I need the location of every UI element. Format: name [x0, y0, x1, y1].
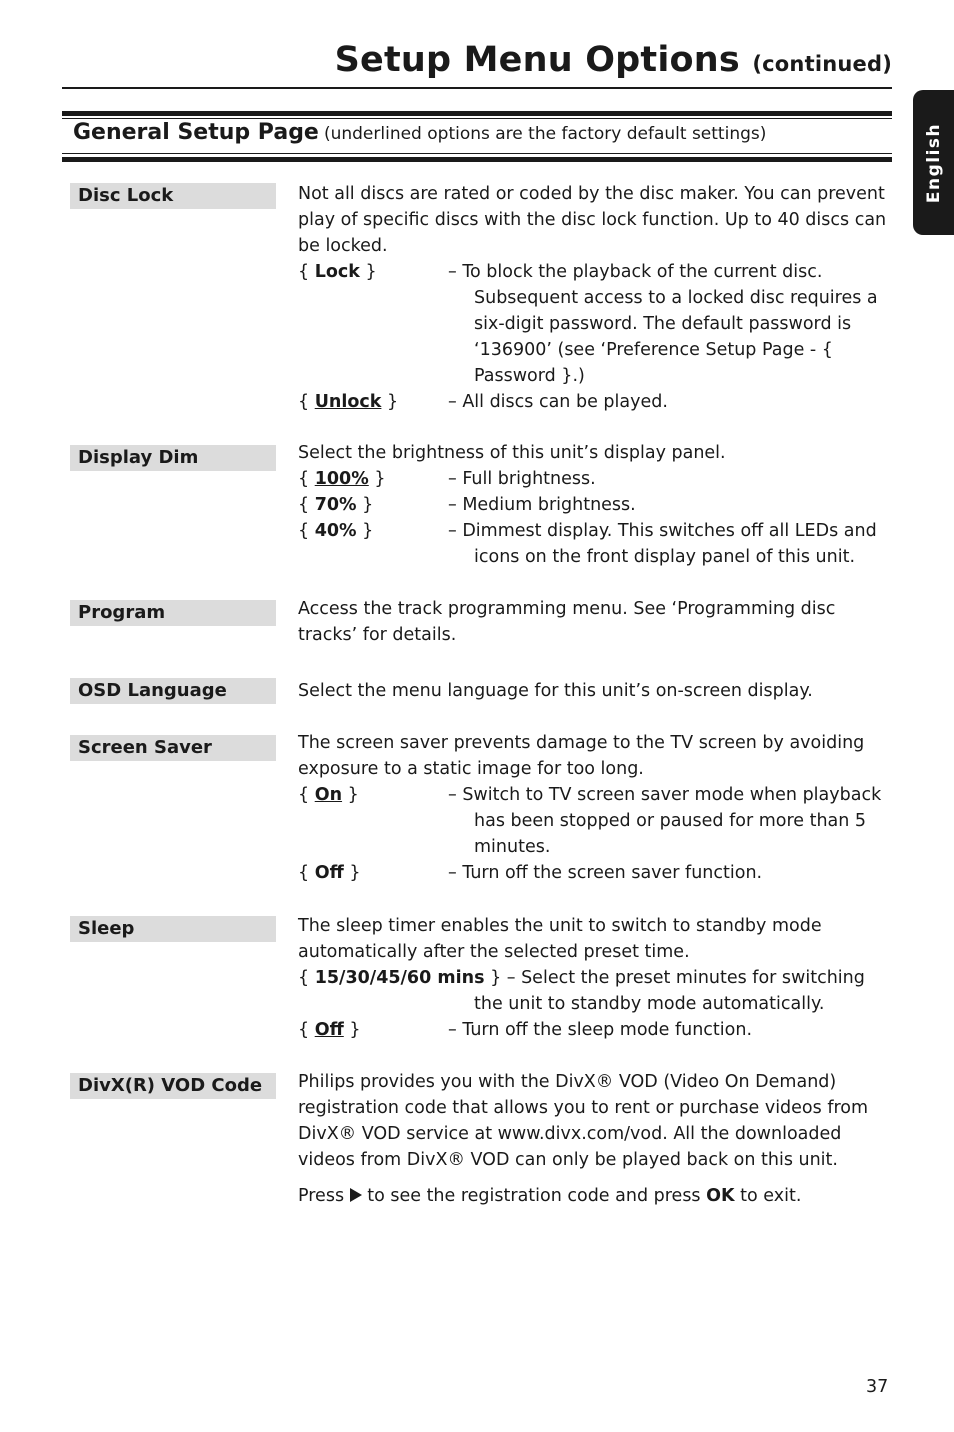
section-bottom-rule-thick	[62, 157, 892, 162]
display-dim-label: Display Dim	[70, 445, 276, 471]
option-sleep-off-desc: – Turn off the sleep mode function.	[448, 1020, 753, 1040]
display-dim-body	[298, 440, 888, 570]
program-label: Program	[70, 600, 276, 626]
section-top-rule-thick	[62, 111, 892, 116]
option-unlock: Unlock	[314, 392, 382, 412]
screen-saver-label: Screen Saver	[70, 735, 276, 761]
option-40-desc: – Dimmest display. This switches off all LEDs and icons on the front display panel of this unit.	[448, 521, 877, 567]
option-on-desc: – Switch to TV screen saver mode when playback has been stopped or paused for more than 5 minutes.	[448, 785, 882, 857]
ok-key: OK	[706, 1186, 735, 1206]
display-dim-option-40: { 40% } – Dimmest display. This switches off all LEDs and icons on the front display panel of this unit.	[298, 518, 888, 570]
sleep-intro: The sleep timer enables the unit to switch to standby mode automatically after the selected preset time.	[298, 916, 822, 962]
sleep-body	[298, 913, 888, 1043]
divx-press-end: to exit.	[740, 1186, 802, 1206]
divx-press-mid: to see the registration code and press	[367, 1186, 701, 1206]
option-off-desc: – Turn off the screen saver function.	[448, 863, 763, 883]
option-mins: 15/30/45/60 mins	[314, 968, 485, 988]
program-body	[298, 596, 888, 648]
program-text: Access the track programming menu. See ‘Programming disc tracks’ for details.	[298, 599, 836, 645]
osd-language-text: Select the menu language for this unit’s on-screen display.	[298, 681, 813, 701]
option-lock-desc: – To block the playback of the current disc. Subsequent access to a locked disc requires a six-digit password. The default password is ‘136900’ (see ‘Preference Setup Page - { Password }.)	[448, 262, 878, 386]
screen-saver-option-off: { Off } – Turn off the screen saver function.	[298, 860, 888, 886]
section-heading	[73, 120, 766, 145]
divx-label: DivX(R) VOD Code	[70, 1073, 276, 1099]
section-title: General Setup Page	[73, 120, 319, 145]
title-rule	[62, 87, 892, 89]
divx-body	[298, 1069, 888, 1209]
screen-saver-option-on: { On } – Switch to TV screen saver mode when playback has been stopped or paused for more than 5 minutes.	[298, 782, 888, 860]
option-40: 40%	[314, 521, 357, 541]
play-icon	[350, 1188, 362, 1202]
section-bottom-rule-thin	[62, 153, 892, 154]
language-tab-label: English	[923, 122, 944, 203]
disc-lock-option-lock: { Lock } – To block the playback of the current disc. Subsequent access to a locked disc requires a six-digit password. The default password is ‘136900’ (see ‘Preference Setup Page - { Password }.)	[298, 259, 888, 389]
page-title-text: Setup Menu Options	[334, 40, 740, 80]
screen-saver-body	[298, 730, 888, 886]
sleep-label: Sleep	[70, 916, 276, 942]
disc-lock-body	[298, 181, 888, 415]
sleep-option-mins: { 15/30/45/60 mins } – Select the preset minutes for switching the unit to standby mode automatically.	[298, 968, 865, 1014]
option-unlock-desc: – All discs can be played.	[448, 392, 668, 412]
option-100: 100%	[314, 469, 369, 489]
option-sleep-off: Off	[314, 1020, 344, 1040]
osd-language-body	[298, 678, 888, 704]
option-on: On	[314, 785, 343, 805]
divx-press-line	[298, 1183, 888, 1209]
divx-press: Press	[298, 1186, 345, 1206]
disc-lock-label: Disc Lock	[70, 183, 276, 209]
osd-language-label: OSD Language	[70, 678, 276, 704]
option-100-desc: – Full brightness.	[448, 469, 596, 489]
display-dim-intro: Select the brightness of this unit’s display panel.	[298, 443, 726, 463]
divx-text: Philips provides you with the DivX® VOD (Video On Demand) registration code that allows you to rent or purchase videos from DivX® VOD service at www.divx.com/vod. All the downloaded videos from DivX® VOD can only be played back on this unit.	[298, 1072, 869, 1170]
display-dim-option-70: { 70% } – Medium brightness.	[298, 492, 888, 518]
page-title	[335, 40, 892, 80]
display-dim-option-100: { 100% } – Full brightness.	[298, 466, 888, 492]
language-tab	[913, 90, 954, 235]
disc-lock-intro: Not all discs are rated or coded by the disc maker. You can prevent play of specific discs with the disc lock function. Up to 40 discs can be locked.	[298, 184, 887, 256]
option-mins-desc: – Select the preset minutes for switching the unit to standby mode automatically.	[474, 968, 865, 1014]
option-lock: Lock	[314, 262, 360, 282]
sleep-option-off: { Off } – Turn off the sleep mode function.	[298, 1017, 888, 1043]
page-number: 37	[866, 1377, 889, 1397]
option-70-desc: – Medium brightness.	[448, 495, 636, 515]
section-top-rule-thin	[62, 118, 892, 119]
screen-saver-intro: The screen saver prevents damage to the TV screen by avoiding exposure to a static image for too long.	[298, 733, 865, 779]
section-note: (underlined options are the factory default settings)	[323, 124, 767, 144]
option-70: 70%	[314, 495, 357, 515]
disc-lock-option-unlock: { Unlock } – All discs can be played.	[298, 389, 888, 415]
page-title-continued: (continued)	[752, 52, 892, 76]
option-off: Off	[314, 863, 344, 883]
